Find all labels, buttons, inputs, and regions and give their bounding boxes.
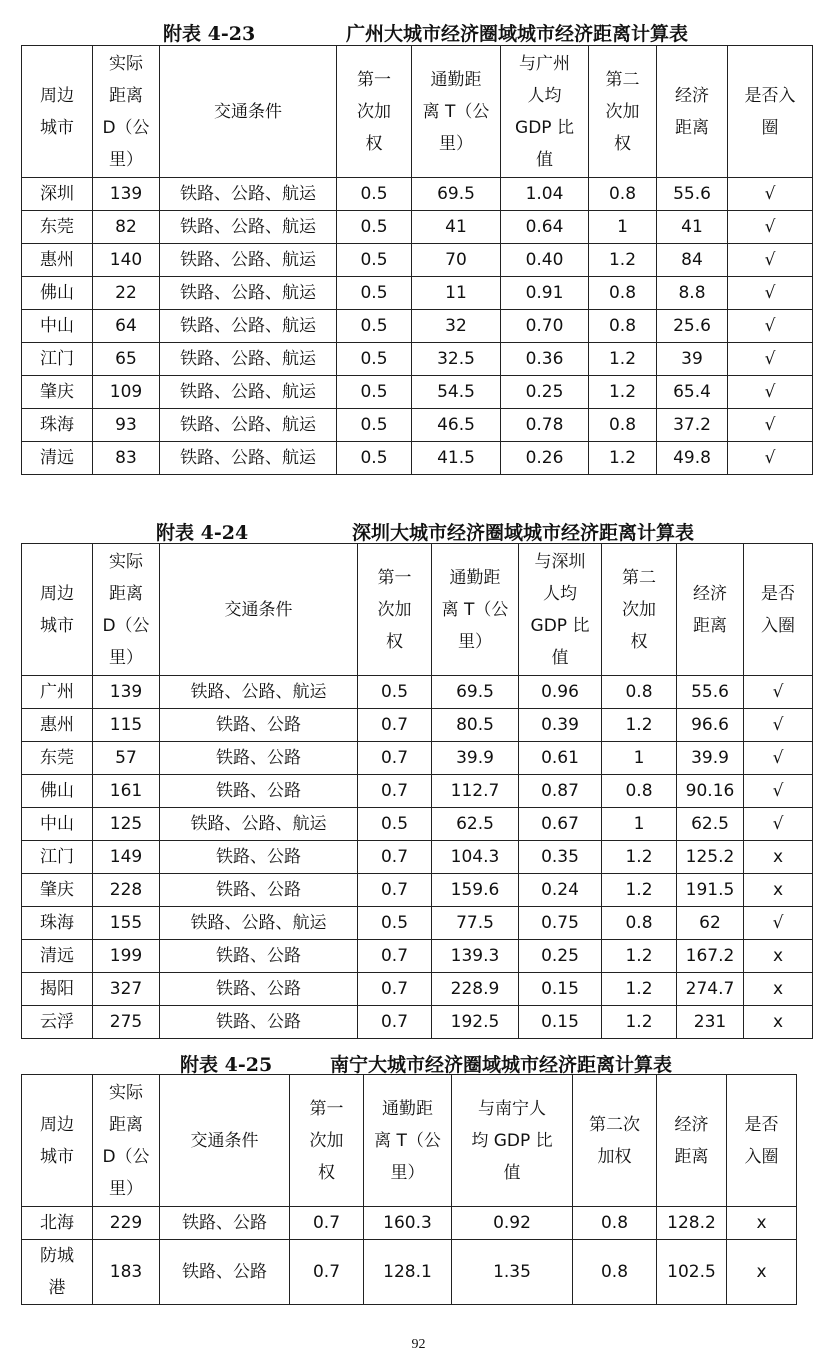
table-cell: 90.16: [677, 775, 744, 808]
column-header: 经济 距离: [657, 1075, 727, 1207]
table-cell: 125: [93, 808, 160, 841]
column-header: 实际 距离 D（公 里）: [93, 544, 160, 676]
column-header: 是否 入圈: [744, 544, 813, 676]
table-cell: 228: [93, 874, 160, 907]
table-cell: 8.8: [657, 277, 728, 310]
table-cell: 佛山: [22, 277, 93, 310]
table-4-24: [21, 543, 813, 1039]
table-cell: √: [728, 442, 813, 475]
table-cell: 139: [93, 178, 160, 211]
table-cell: 江门: [22, 343, 93, 376]
table-cell: 佛山: [22, 775, 93, 808]
column-header: 通勤距 离 T（公 里）: [412, 46, 501, 178]
table-cell: 1.2: [602, 709, 677, 742]
table-row: [22, 1207, 797, 1240]
table-cell: 0.5: [337, 178, 412, 211]
table-cell: 183: [93, 1240, 160, 1305]
column-header: 第一 次加 权: [358, 544, 432, 676]
table-cell: 125.2: [677, 841, 744, 874]
table-cell: √: [744, 709, 813, 742]
table-row: [22, 841, 813, 874]
table-cell: 62.5: [432, 808, 519, 841]
table-cell: 0.5: [337, 376, 412, 409]
header-row: [22, 46, 813, 178]
table-cell: √: [728, 409, 813, 442]
table-cell: 0.91: [501, 277, 589, 310]
table-cell: 275: [93, 1006, 160, 1039]
table-cell: 65: [93, 343, 160, 376]
table-cell: 139.3: [432, 940, 519, 973]
table-cell: 0.7: [358, 940, 432, 973]
table-cell: 0.26: [501, 442, 589, 475]
table-cell: 0.15: [519, 1006, 602, 1039]
table-cell: 1: [589, 211, 657, 244]
table-cell: x: [727, 1240, 797, 1305]
column-header: 第二次 加权: [573, 1075, 657, 1207]
table-cell: 铁路、公路: [160, 973, 358, 1006]
table-cell: 228.9: [432, 973, 519, 1006]
table-cell: 62: [677, 907, 744, 940]
table-cell: 0.35: [519, 841, 602, 874]
table-cell: 93: [93, 409, 160, 442]
table-cell: 161: [93, 775, 160, 808]
table-cell: 55.6: [657, 178, 728, 211]
table-cell: 铁路、公路: [160, 940, 358, 973]
table-cell: 1.2: [589, 343, 657, 376]
table-cell: 0.8: [573, 1207, 657, 1240]
table-cell: 1.2: [602, 940, 677, 973]
table-cell: 惠州: [22, 709, 93, 742]
table-cell: 铁路、公路: [160, 775, 358, 808]
table-cell: x: [727, 1207, 797, 1240]
table-cell: 清远: [22, 940, 93, 973]
header-row: [22, 544, 813, 676]
table-cell: √: [744, 775, 813, 808]
column-header: 是否 入圈: [727, 1075, 797, 1207]
table-label: 附表 4-25: [180, 1054, 273, 1076]
table-cell: 229: [93, 1207, 160, 1240]
table-cell: 0.7: [290, 1240, 364, 1305]
table-cell: 82: [93, 211, 160, 244]
table-cell: 39: [657, 343, 728, 376]
table-title: 广州大城市经济圈域城市经济距离计算表: [346, 23, 689, 45]
column-header: 交通条件: [160, 1075, 290, 1207]
table-cell: 东莞: [22, 211, 93, 244]
table-cell: 铁路、公路、航运: [160, 310, 337, 343]
table-cell: 0.67: [519, 808, 602, 841]
table-cell: x: [744, 841, 813, 874]
table-cell: √: [744, 742, 813, 775]
table-cell: 1.2: [589, 376, 657, 409]
table-cell: 揭阳: [22, 973, 93, 1006]
column-header: 实际 距离 D（公 里）: [93, 46, 160, 178]
column-header: 通勤距 离 T（公 里）: [432, 544, 519, 676]
column-header: 与深圳 人均 GDP 比 值: [519, 544, 602, 676]
table-cell: 128.1: [364, 1240, 452, 1305]
table-cell: 清远: [22, 442, 93, 475]
column-header: 周边 城市: [22, 544, 93, 676]
table-cell: 1.2: [602, 841, 677, 874]
table-cell: 0.8: [589, 277, 657, 310]
table-cell: 32: [412, 310, 501, 343]
table-row: [22, 775, 813, 808]
table-cell: 0.5: [337, 277, 412, 310]
table-cell: 铁路、公路、航运: [160, 808, 358, 841]
table-title: 南宁大城市经济圈域城市经济距离计算表: [330, 1054, 673, 1076]
table-cell: x: [744, 874, 813, 907]
table-cell: 25.6: [657, 310, 728, 343]
column-header: 交通条件: [160, 544, 358, 676]
table-cell: 160.3: [364, 1207, 452, 1240]
table-cell: 0.8: [573, 1240, 657, 1305]
table-label: 附表 4-23: [163, 23, 256, 45]
table-cell: 115: [93, 709, 160, 742]
column-header: 第一 次加 权: [337, 46, 412, 178]
table-cell: 70: [412, 244, 501, 277]
column-header: 与南宁人 均 GDP 比 值: [452, 1075, 573, 1207]
table-cell: 231: [677, 1006, 744, 1039]
table-cell: 铁路、公路、航运: [160, 676, 358, 709]
table-cell: 中山: [22, 310, 93, 343]
table-cell: 0.8: [602, 676, 677, 709]
table-cell: 铁路、公路、航运: [160, 907, 358, 940]
table-cell: 49.8: [657, 442, 728, 475]
table-cell: 199: [93, 940, 160, 973]
table-row: [22, 940, 813, 973]
column-header: 经济 距离: [677, 544, 744, 676]
column-header: 实际 距离 D（公 里）: [93, 1075, 160, 1207]
table-cell: 0.25: [519, 940, 602, 973]
table-row: [22, 277, 813, 310]
table-cell: 69.5: [432, 676, 519, 709]
table-cell: 0.7: [358, 709, 432, 742]
table-cell: 109: [93, 376, 160, 409]
table-cell: 0.5: [337, 442, 412, 475]
table-cell: √: [728, 376, 813, 409]
table-cell: 1: [602, 808, 677, 841]
table-cell: 149: [93, 841, 160, 874]
table-cell: 62.5: [677, 808, 744, 841]
table-cell: 80.5: [432, 709, 519, 742]
table-row: [22, 676, 813, 709]
table-row: [22, 973, 813, 1006]
table-cell: 0.61: [519, 742, 602, 775]
table-cell: 1.04: [501, 178, 589, 211]
table-cell: 0.5: [337, 211, 412, 244]
table-cell: 0.15: [519, 973, 602, 1006]
table-cell: 0.8: [602, 907, 677, 940]
table-row: [22, 874, 813, 907]
table-cell: 防城 港: [22, 1240, 93, 1305]
table-cell: 0.7: [358, 841, 432, 874]
table-cell: 0.75: [519, 907, 602, 940]
table-cell: 0.40: [501, 244, 589, 277]
table-cell: 铁路、公路: [160, 709, 358, 742]
table-cell: 铁路、公路、航运: [160, 409, 337, 442]
table-cell: 0.7: [358, 874, 432, 907]
table-row: [22, 244, 813, 277]
table-row: [22, 1006, 813, 1039]
table-row: [22, 907, 813, 940]
table-row: [22, 409, 813, 442]
table-cell: 铁路、公路、航运: [160, 343, 337, 376]
header-row: [22, 1075, 797, 1207]
table-cell: 139: [93, 676, 160, 709]
table-cell: x: [744, 1006, 813, 1039]
table-title: 深圳大城市经济圈域城市经济距离计算表: [352, 522, 695, 544]
table-cell: 0.25: [501, 376, 589, 409]
table-cell: 中山: [22, 808, 93, 841]
table-cell: 39.9: [677, 742, 744, 775]
table-cell: 64: [93, 310, 160, 343]
table-cell: 41: [412, 211, 501, 244]
table-cell: 155: [93, 907, 160, 940]
table-cell: 54.5: [412, 376, 501, 409]
table-cell: 珠海: [22, 409, 93, 442]
table-cell: 140: [93, 244, 160, 277]
table-cell: 0.5: [358, 676, 432, 709]
table-cell: 铁路、公路: [160, 841, 358, 874]
table-cell: 274.7: [677, 973, 744, 1006]
column-header: 第二 次加 权: [602, 544, 677, 676]
table-cell: √: [728, 277, 813, 310]
column-header: 周边 城市: [22, 1075, 93, 1207]
table-row: [22, 1240, 797, 1305]
table-cell: 0.5: [337, 244, 412, 277]
table-cell: 327: [93, 973, 160, 1006]
table-cell: 0.5: [358, 808, 432, 841]
table-cell: 0.36: [501, 343, 589, 376]
table-cell: 104.3: [432, 841, 519, 874]
table-cell: 1.2: [589, 244, 657, 277]
table-cell: 肇庆: [22, 874, 93, 907]
table-cell: 0.8: [589, 409, 657, 442]
table-row: [22, 178, 813, 211]
table-cell: 192.5: [432, 1006, 519, 1039]
table-cell: 东莞: [22, 742, 93, 775]
table-row: [22, 211, 813, 244]
table-cell: 铁路、公路: [160, 1240, 290, 1305]
table-cell: 0.8: [589, 178, 657, 211]
table-cell: 1.2: [602, 874, 677, 907]
table-cell: 77.5: [432, 907, 519, 940]
table-cell: 167.2: [677, 940, 744, 973]
table-cell: 11: [412, 277, 501, 310]
table-cell: 32.5: [412, 343, 501, 376]
table-cell: √: [744, 808, 813, 841]
page-number: 92: [411, 1337, 426, 1352]
table-cell: 铁路、公路: [160, 742, 358, 775]
table-4-23: [21, 45, 813, 475]
table-cell: 102.5: [657, 1240, 727, 1305]
table-cell: 0.64: [501, 211, 589, 244]
table-cell: 铁路、公路、航运: [160, 211, 337, 244]
table-cell: 0.5: [337, 343, 412, 376]
column-header: 交通条件: [160, 46, 337, 178]
table-row: [22, 310, 813, 343]
column-header: 通勤距 离 T（公 里）: [364, 1075, 452, 1207]
table-cell: 65.4: [657, 376, 728, 409]
table-cell: 39.9: [432, 742, 519, 775]
table-cell: 57: [93, 742, 160, 775]
table-cell: 128.2: [657, 1207, 727, 1240]
table-cell: 广州: [22, 676, 93, 709]
table-cell: √: [728, 343, 813, 376]
table-4-25: [21, 1074, 797, 1305]
table-cell: √: [728, 310, 813, 343]
table-row: [22, 442, 813, 475]
table-cell: √: [728, 178, 813, 211]
column-header: 经济 距离: [657, 46, 728, 178]
table-row: [22, 742, 813, 775]
table-cell: 铁路、公路、航运: [160, 244, 337, 277]
table-cell: 0.96: [519, 676, 602, 709]
column-header: 第一 次加 权: [290, 1075, 364, 1207]
table-cell: 珠海: [22, 907, 93, 940]
table-cell: 0.7: [290, 1207, 364, 1240]
column-header: 第二 次加 权: [589, 46, 657, 178]
table-cell: 112.7: [432, 775, 519, 808]
table-cell: 北海: [22, 1207, 93, 1240]
table-cell: √: [728, 211, 813, 244]
table-cell: 0.7: [358, 742, 432, 775]
table-cell: 云浮: [22, 1006, 93, 1039]
table-cell: 0.78: [501, 409, 589, 442]
table-cell: 铁路、公路: [160, 874, 358, 907]
table-label: 附表 4-24: [156, 522, 249, 544]
table-cell: 159.6: [432, 874, 519, 907]
table-cell: 55.6: [677, 676, 744, 709]
table-row: [22, 343, 813, 376]
table-row: [22, 808, 813, 841]
table-cell: 0.5: [358, 907, 432, 940]
table-cell: 深圳: [22, 178, 93, 211]
table-cell: 0.5: [337, 409, 412, 442]
table-cell: x: [744, 973, 813, 1006]
table-cell: 0.39: [519, 709, 602, 742]
table-cell: 0.92: [452, 1207, 573, 1240]
table-cell: 84: [657, 244, 728, 277]
table-cell: 22: [93, 277, 160, 310]
table-cell: 铁路、公路、航运: [160, 442, 337, 475]
table-cell: 0.8: [602, 775, 677, 808]
table-cell: 铁路、公路、航运: [160, 277, 337, 310]
table-cell: 69.5: [412, 178, 501, 211]
table-cell: 41.5: [412, 442, 501, 475]
table-cell: 0.8: [589, 310, 657, 343]
table-cell: 0.7: [358, 775, 432, 808]
table-cell: 0.24: [519, 874, 602, 907]
table-cell: 191.5: [677, 874, 744, 907]
table-cell: 江门: [22, 841, 93, 874]
table-cell: √: [728, 244, 813, 277]
table-cell: 1.2: [589, 442, 657, 475]
table-cell: 0.70: [501, 310, 589, 343]
table-cell: 41: [657, 211, 728, 244]
table-cell: 0.87: [519, 775, 602, 808]
column-header: 周边 城市: [22, 46, 93, 178]
table-cell: x: [744, 940, 813, 973]
table-cell: 铁路、公路: [160, 1006, 358, 1039]
column-header: 是否入 圈: [728, 46, 813, 178]
table-cell: 1.35: [452, 1240, 573, 1305]
table-cell: 83: [93, 442, 160, 475]
table-cell: 46.5: [412, 409, 501, 442]
table-cell: 惠州: [22, 244, 93, 277]
table-cell: 0.5: [337, 310, 412, 343]
table-cell: 96.6: [677, 709, 744, 742]
table-cell: 37.2: [657, 409, 728, 442]
column-header: 与广州 人均 GDP 比 值: [501, 46, 589, 178]
table-cell: 0.7: [358, 973, 432, 1006]
table-cell: 1.2: [602, 973, 677, 1006]
table-cell: 1: [602, 742, 677, 775]
table-cell: 铁路、公路、航运: [160, 376, 337, 409]
table-cell: 0.7: [358, 1006, 432, 1039]
table-cell: √: [744, 907, 813, 940]
table-cell: √: [744, 676, 813, 709]
table-row: [22, 376, 813, 409]
table-cell: 1.2: [602, 1006, 677, 1039]
table-cell: 铁路、公路: [160, 1207, 290, 1240]
table-row: [22, 709, 813, 742]
table-cell: 铁路、公路、航运: [160, 178, 337, 211]
table-cell: 肇庆: [22, 376, 93, 409]
